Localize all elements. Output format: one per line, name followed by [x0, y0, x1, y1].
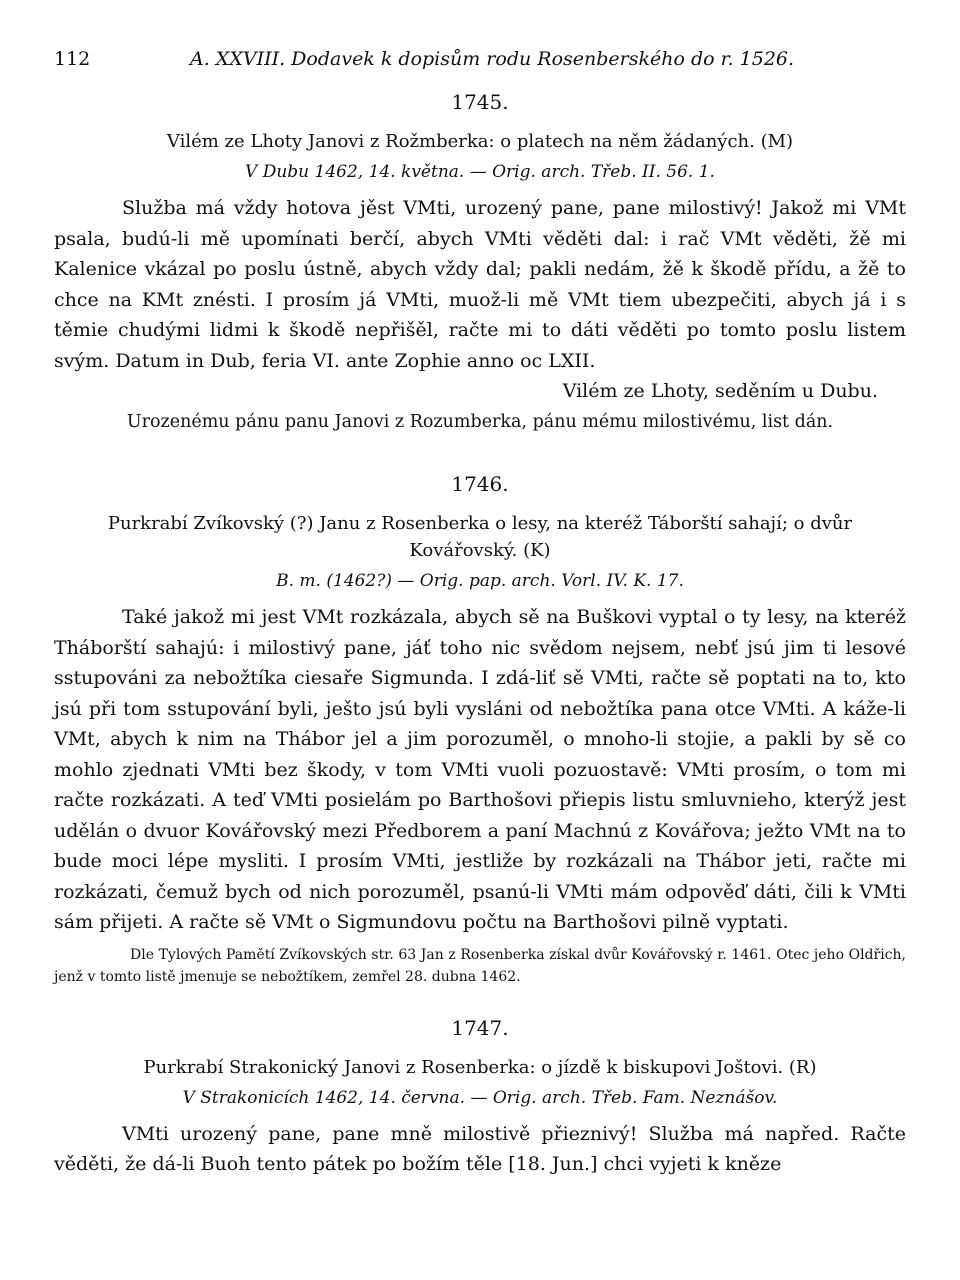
- document-title: Purkrabí Zvíkovský (?) Janu z Rosenberka o lesy, na kteréž Táborští sahají; o dvůr Kovářovský. (K): [107, 513, 853, 561]
- document-number: 1747.: [451, 1015, 509, 1040]
- document-source: V Dubu 1462, 14. května. — Orig. arch. Třeb. II. 56. 1.: [245, 162, 715, 182]
- document-address: Urozenému pánu panu Janovi z Rozumberka, pánu mému milostivému, list dán.: [126, 412, 834, 432]
- document-1746: [54, 472, 906, 988]
- page: [54, 42, 906, 1180]
- document-body: VMti urozený pane, pane mně milostivě přieznivý! Služba má napřed. Račte věděti, že dá-li Buoh tento pátek po božím těle [18. Jun.] chci vyjeti k kněze: [54, 1122, 906, 1175]
- editorial-note: Dle Tylových Pamětí Zvíkovských str. 63 Jan z Rosenberka získal dvůr Kovářovský r. 1461. Otec jeho Oldřich, jenž v tomto listě jmenuje se nebožtíkem, zemřel 28. dubna 1462.: [54, 946, 906, 985]
- document-source: V Strakonicích 1462, 14. června. — Orig. arch. Třeb. Fam. Neznášov.: [182, 1087, 778, 1108]
- document-signature: Vilém ze Lhoty, seděním u Dubu.: [562, 380, 878, 402]
- document-source: B. m. (1462?) — Orig. pap. arch. Vorl. IV. K. 17.: [276, 571, 684, 591]
- running-head: A. XXVIII. Dodavek k dopisům rodu Rosenberského do r. 1526.: [190, 48, 795, 70]
- document-1747: [54, 1016, 906, 1180]
- document-title: Purkrabí Strakonický Janovi z Rosenberka: o jízdě k biskupovi Joštovi. (R): [143, 1056, 817, 1078]
- document-title: Vilém ze Lhoty Janovi z Rožmberka: o platech na něm žádaných. (M): [166, 131, 794, 152]
- document-1745: [54, 90, 906, 436]
- document-number: 1746.: [451, 472, 509, 496]
- document-body: Služba má vždy hotova jěst VMti, urozený pane, pane milostivý! Jakož mi VMt psala, budú-li mě upomínati berčí, abych VMti věděti dal: i rač VMt věděti, žě mi Kalenice vkázal po poslu ústně, abych vždy dal; pakli nedám, žě k škodě přídu, a žě to chce na KMt znésti. I prosím já VMti, muož-li mě VMt tiem ubezpečiti, abych já i s těmie chudými lidmi k škodě nepřišěl, račte mi to dáti věděti po tomto poslu listem svým. Datum in Dub, feria VI. ante Zophie anno oc LXII.: [54, 197, 906, 372]
- document-number: 1745.: [451, 90, 509, 114]
- document-body: Také jakož mi jest VMt rozkázala, abych sě na Buškovi vyptal o ty lesy, na kteréž Tháborští sahajú: i milostivý pane, jáť toho nic svědom nejsem, nebť jsú jim ti lesové sstupováni za nebožtíka ciesaře Sigmunda. I zdá-liť sě VMti, račte sě poptati na to, kto jsú při tom sstupování byli, ješto jsú byli vysláni od nebožtíka pana otce VMti. A káže-li VMt, abych k nim na Thábor jel a jim porozuměl, o mnoho-li stojie, a pakli by sě co mohlo zjednati VMti bez škody, v tom VMti vuoli pozuostavě: VMti prosím, o tom mi račte rozkázati. A teď VMti posielám po Barthošovi přiepis listu smluvnieho, kterýž jest udělán o dvuor Kovářovský mezi Předborem a paní Machnú z Kovářova; ježto VMt na to bude moci lépe mysliti. I prosím VMti, jestliže by rozkázali na Thábor jeti, račte mi rozkázati, čemuž bych od nich porozuměl, psanú-li VMti mám odpověď dáti, čili k VMti sám přijeti. A račte sě VMt o Sigmundovu počtu na Barthošovi pilně vyptati.: [54, 606, 906, 933]
- page-header: [54, 42, 906, 82]
- page-number: 112: [54, 48, 91, 70]
